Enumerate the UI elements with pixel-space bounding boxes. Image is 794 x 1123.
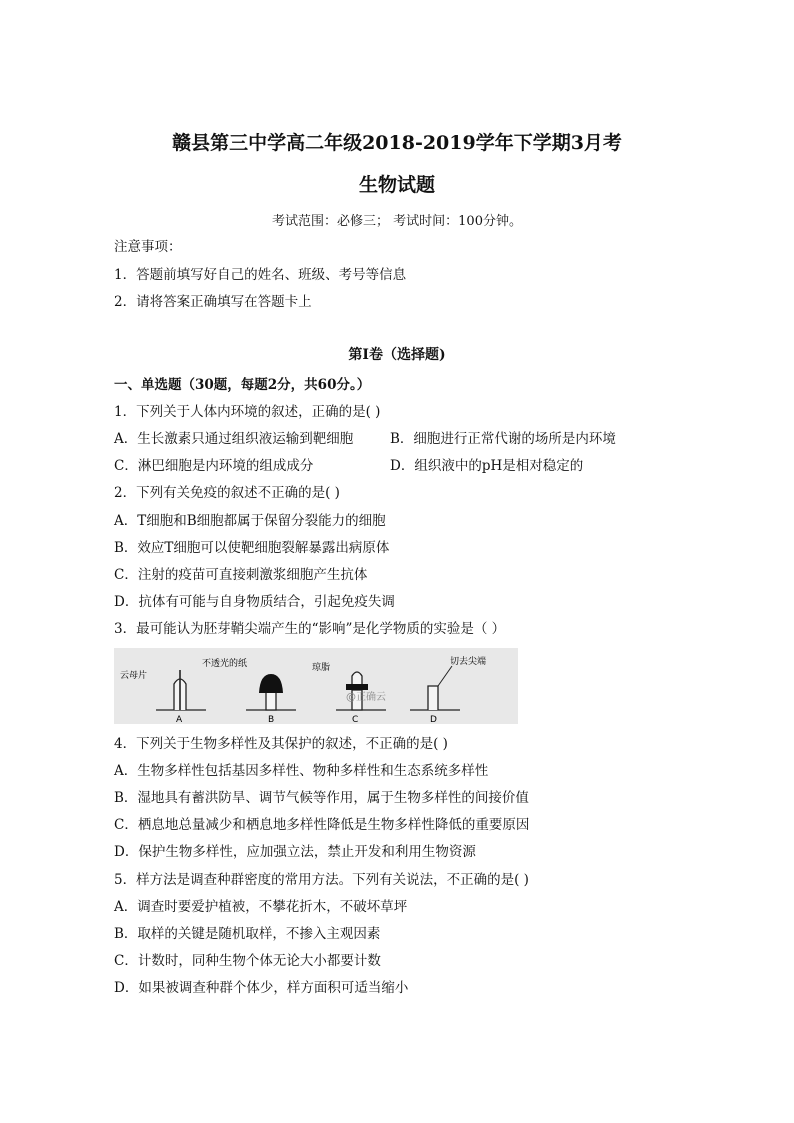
option-a: A．T细胞和B细胞都属于保留分裂能力的细胞: [114, 513, 386, 529]
option-a: A．生长激素只通过组织液运输到靶细胞: [114, 431, 354, 447]
figure-c: [312, 661, 386, 724]
option-c: C．淋巴细胞是内环境的组成成分: [114, 458, 314, 474]
label-paper: 不透光的纸: [202, 659, 248, 669]
figure-b: [202, 657, 296, 724]
option-c: C．注射的疫苗可直接刺激浆细胞产生抗体: [114, 567, 368, 583]
coleoptile-diagram: [114, 648, 518, 724]
option-d: D．抗体有可能与自身物质结合，引起免疫失调: [114, 594, 395, 610]
option-b: B．湿地具有蓄洪防旱、调节气候等作用，属于生物多样性的间接价值: [114, 790, 529, 806]
option-d: D．组织液中的pH是相对稳定的: [390, 458, 584, 474]
option-a: A．调查时要爱护植被，不攀花折木，不破坏草坪: [114, 899, 408, 915]
letter-d: D: [430, 715, 437, 724]
figure-d: [410, 655, 486, 724]
option-b: B．细胞进行正常代谢的场所是内环境: [390, 431, 616, 447]
letter-a: A: [176, 715, 183, 724]
letter-b: B: [268, 715, 275, 724]
exam-subject: 生物试题: [358, 174, 435, 196]
question-stem: 5．样方法是调查种群密度的常用方法。下列有关说法，不正确的是( ): [114, 872, 529, 888]
note-item: 2．请将答案正确填写在答题卡上: [114, 294, 312, 310]
experiment-figure: [114, 648, 518, 724]
option-a: A．生物多样性包括基因多样性、物种多样性和生态系统多样性: [114, 763, 489, 779]
label-agar: 琼脂: [312, 663, 331, 673]
part-heading: 一、单选题（30题，每题2分，共60分。）: [114, 377, 371, 393]
option-b: B．效应T细胞可以使靶细胞裂解暴露出病原体: [114, 540, 390, 556]
question-stem: 4．下列关于生物多样性及其保护的叙述，不正确的是( ): [114, 736, 448, 752]
figure-a: [120, 669, 206, 724]
note-item: 1．答题前填写好自己的姓名、班级、考号等信息: [114, 267, 407, 283]
option-c: C．计数时，同种生物个体无论大小都要计数: [114, 953, 381, 969]
option-c: C．栖息地总量减少和栖息地多样性降低是生物多样性降低的重要原因: [114, 817, 530, 833]
label-tip-removed: 切去尖端: [450, 657, 487, 667]
option-b: B．取样的关键是随机取样，不掺入主观因素: [114, 926, 381, 942]
exam-info: 考试范围：必修三； 考试时间：100分钟。: [272, 214, 522, 229]
watermark: @正确云: [346, 692, 386, 703]
notes-heading: 注意事项：: [114, 239, 182, 255]
label-mica: 云母片: [120, 671, 148, 681]
question-stem: 1．下列关于人体内环境的叙述，正确的是( ): [114, 404, 381, 420]
section-title: 第I卷（选择题): [348, 347, 446, 363]
question-stem: 2．下列有关免疫的叙述不正确的是( ): [114, 485, 340, 501]
question-stem: 3．最可能认为胚芽鞘尖端产生的“影响”是化学物质的实验是（ ）: [114, 621, 506, 637]
option-d: D．保护生物多样性，应加强立法，禁止开发和利用生物资源: [114, 844, 476, 860]
option-d: D．如果被调查种群个体少，样方面积可适当缩小: [114, 980, 409, 996]
letter-c: C: [352, 715, 359, 724]
exam-title: 赣县第三中学高二年级2018-2019学年下学期3月考: [172, 132, 622, 154]
